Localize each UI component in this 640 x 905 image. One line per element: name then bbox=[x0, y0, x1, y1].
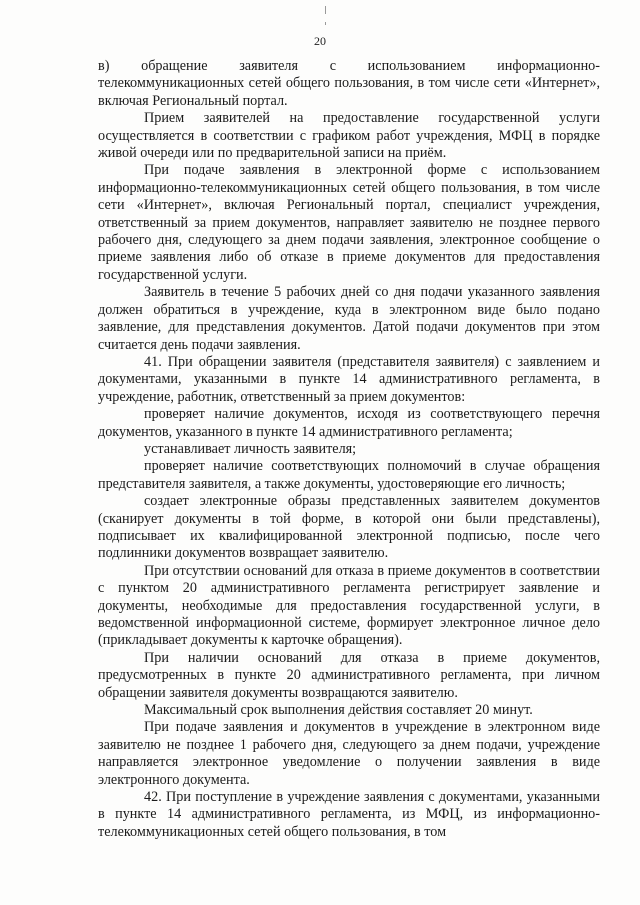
paragraph: проверяет наличие соответствующих полномочий в случае обращения представителя заявителя, а также документы, удостоверяющие его личность; bbox=[98, 458, 600, 492]
paragraph: устанавливает личность заявителя; bbox=[144, 440, 357, 457]
paragraph: создает электронные образы представленных заявителем документов (сканирует документы в той форме, в которой они были представлены), подписывает их квалифицированной электронной подписью, после чего подлинники документов возвращает заявителю. bbox=[98, 493, 600, 562]
paragraph: При наличии оснований для отказа в приеме документов, предусмотренных в пункте 20 административного регламента, при личном обращении заявителя документы возвращаются заявителю. bbox=[98, 649, 600, 701]
paragraph: в) обращение заявителя с использованием информационно-телекоммуникационных сетей общего пользования, в том числе сети «Интернет», включая Региональный портал. bbox=[98, 58, 600, 109]
paragraph: проверяет наличие документов, исходя из соответствующего перечня документов, указанного в пункте 14 административного регламента; bbox=[98, 406, 600, 440]
paragraph: При подаче заявления и документов в учреждение в электронном виде заявителю не позднее 1 рабочего дня, следующего за днем подачи, учреждение направляется электронное уведомление о получении заявления в виде электронного документа. bbox=[98, 719, 600, 788]
paragraph: При подаче заявления в электронной форме с использованием информационно-телекоммуникационных сетей общего пользования, в том числе сети «Интернет», включая Региональный портал, специалист учреждения, ответственный за прием документов, направляет заявителю не позднее первого рабочего дня, следующего за днем подачи заявления, электронное сообщение о приеме заявления либо об отказе в приеме документов для предоставления государственной услуги. bbox=[98, 162, 600, 283]
document-body bbox=[98, 58, 600, 841]
scan-mark bbox=[325, 6, 326, 14]
paragraph: Максимальный срок выполнения действия составляет 20 минут. bbox=[144, 702, 533, 719]
paragraph: Прием заявителей на предоставление государственной услуги осуществляется в соответствии с графиком работ учреждения, МФЦ в порядке живой очереди или по предварительной записи на приём. bbox=[98, 110, 600, 162]
paragraph: Заявитель в течение 5 рабочих дней со дня подачи указанного заявления должен обратиться в учреждение, куда в электронном виде было подано заявление, для представления документов. Датой подачи документов при этом считается день подачи заявления. bbox=[98, 284, 600, 353]
paragraph: При отсутствии оснований для отказа в приеме документов в соответствии с пунктом 20 административного регламента регистрирует заявление и документы, необходимые для предоставления государственной услуги, в ведомственной информационной системе, формирует электронное личное дело (прикладывает документы к карточке обращения). bbox=[98, 562, 600, 649]
scan-mark bbox=[325, 22, 326, 25]
paragraph: 41. При обращении заявителя (представителя заявителя) с заявлением и документами, указанными в пункте 14 административного регламента, в учреждение, работник, ответственный за прием документов: bbox=[98, 353, 600, 405]
paragraph: 42. При поступление в учреждение заявления с документами, указанными в пункте 14 административного регламента, из МФЦ, из информационно-телекоммуникационных сетей общего пользования, в том bbox=[98, 789, 600, 840]
page-number: 20 bbox=[314, 34, 326, 48]
